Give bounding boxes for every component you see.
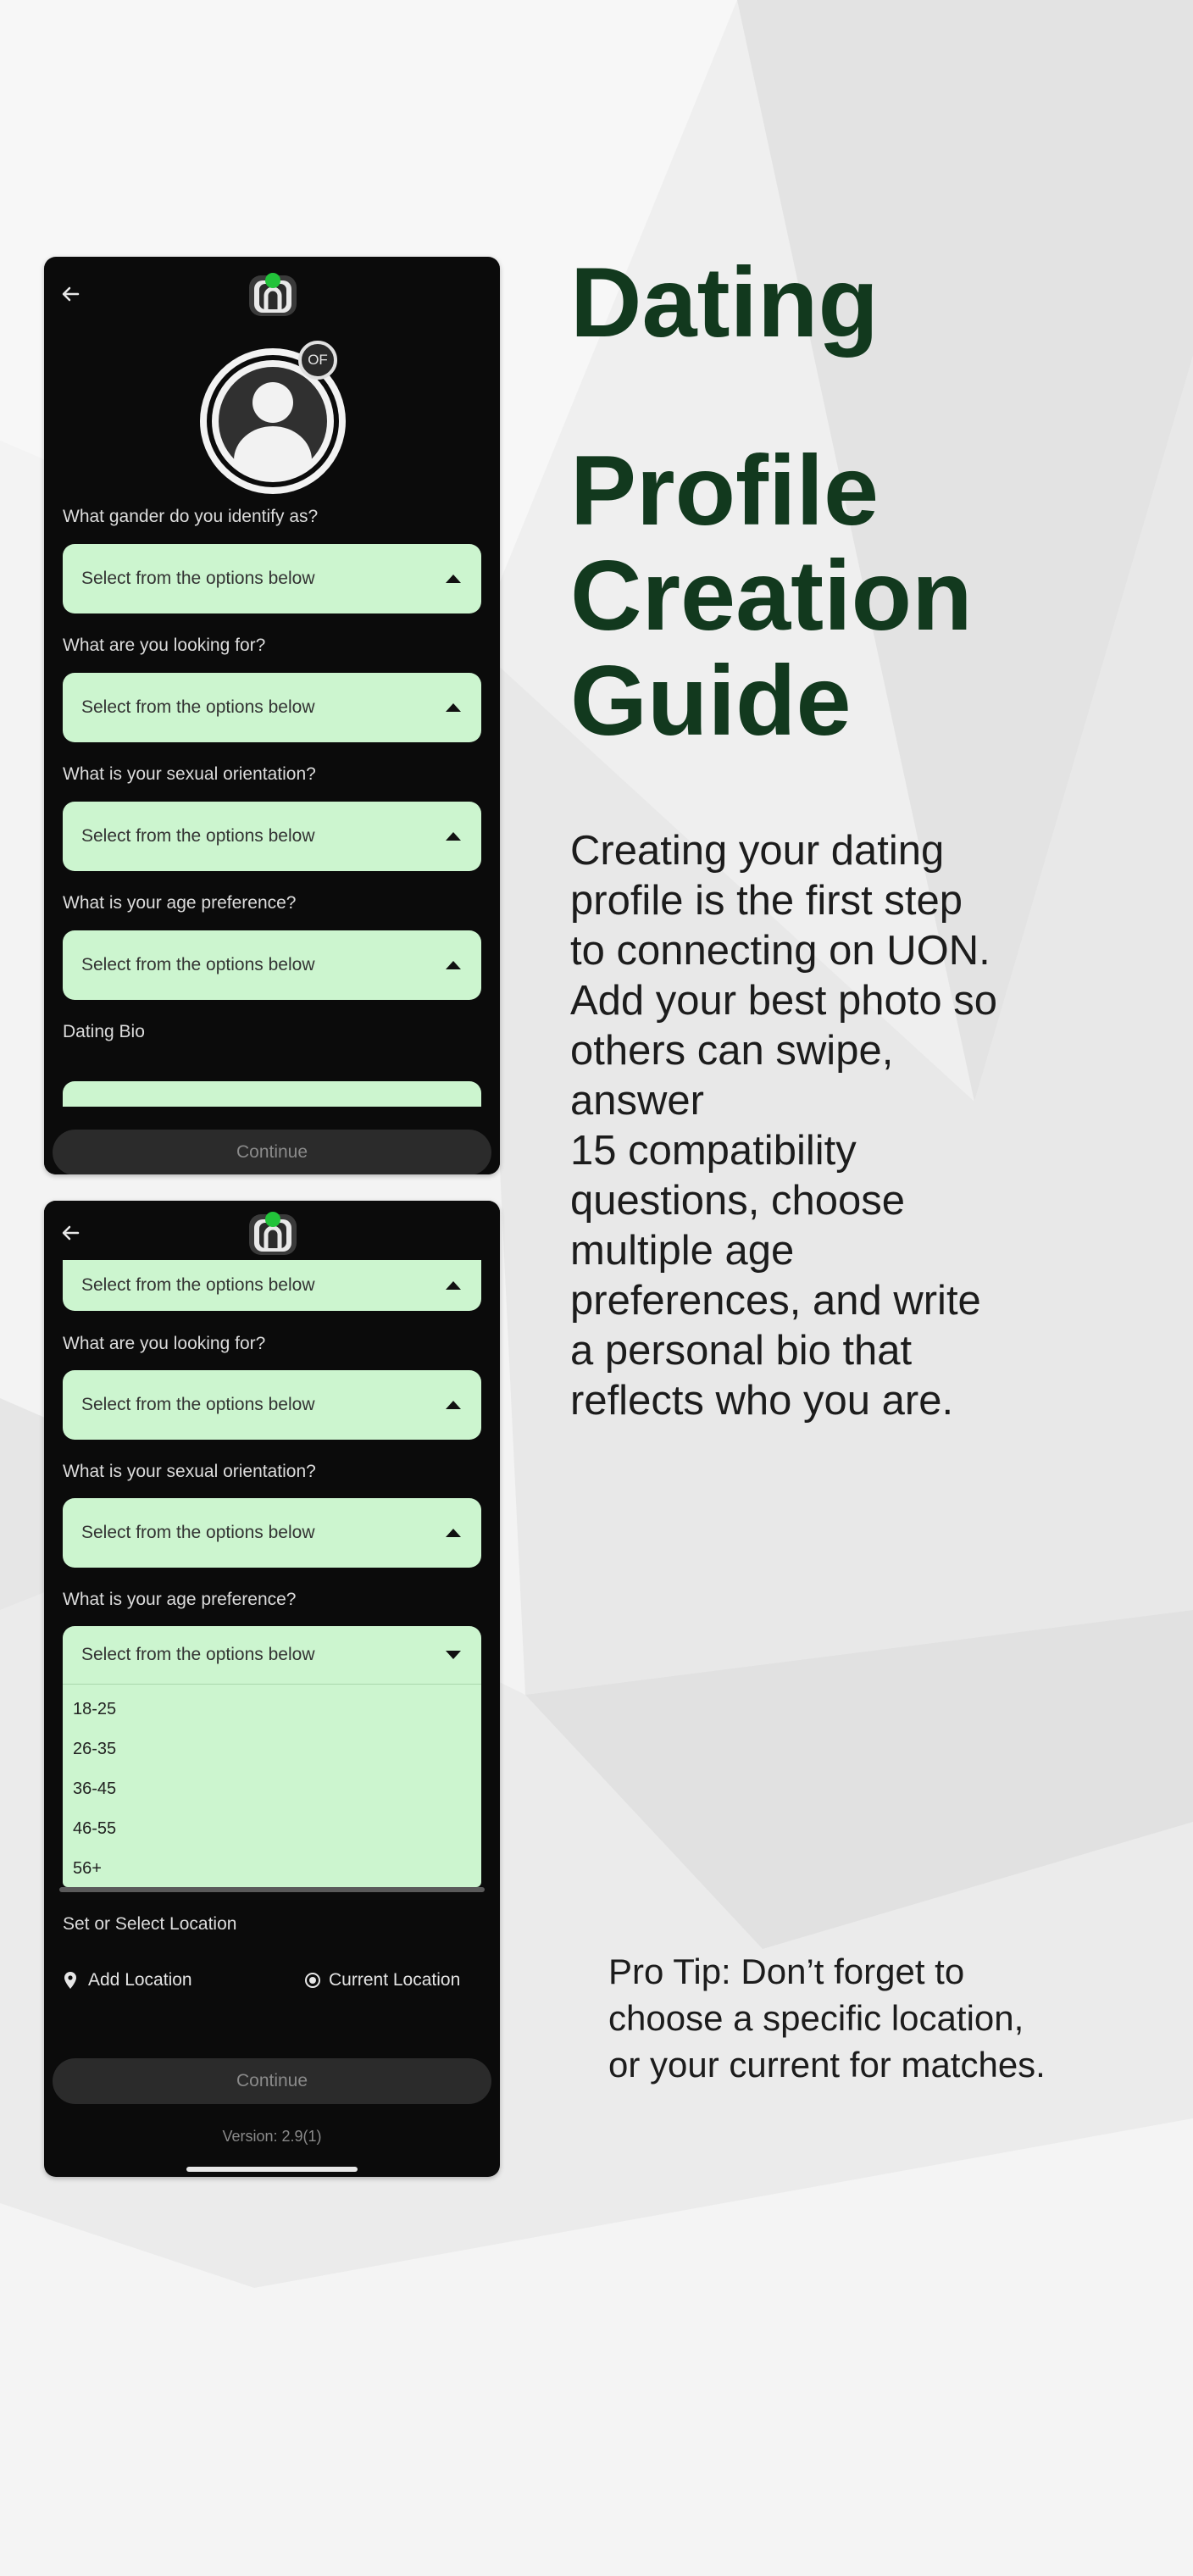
description-line: Add your best photo so — [570, 978, 997, 1024]
pro-tip-text — [608, 1948, 1151, 2088]
add-location-option[interactable] — [63, 1970, 192, 1990]
age-options-list — [63, 1684, 481, 1887]
radio-selected-icon — [305, 1973, 320, 1988]
looking-for-select-text: Select from the options below — [81, 697, 315, 717]
description-line: 15 compatibility — [570, 1128, 857, 1174]
age-preference-select[interactable] — [63, 930, 481, 1000]
gender-select[interactable] — [63, 1260, 481, 1311]
pro-tip-line: choose a specific location, — [608, 1998, 1024, 2038]
arrow-left-icon[interactable] — [53, 1214, 90, 1252]
caret-down-icon — [446, 1651, 461, 1659]
age-preference-select-text: Select from the options below — [81, 1645, 315, 1664]
add-location-label: Add Location — [88, 1970, 192, 1990]
age-option[interactable]: 36-45 — [73, 1779, 117, 1798]
home-indicator — [186, 2167, 358, 2172]
description-line: multiple age — [570, 1228, 795, 1274]
description-line: Creating your dating — [570, 828, 945, 874]
age-option[interactable]: 26-35 — [73, 1740, 117, 1758]
orientation-select-text: Select from the options below — [81, 826, 315, 846]
title-line: Dating — [570, 247, 879, 358]
app-logo-icon — [246, 1208, 300, 1258]
arrow-left-icon[interactable] — [53, 275, 90, 313]
description-line: questions, choose — [570, 1178, 905, 1224]
caret-up-icon — [446, 1401, 461, 1409]
dating-bio-label: Dating Bio — [63, 1022, 145, 1041]
avatar-badge[interactable]: OF — [298, 341, 337, 380]
age-option[interactable]: 56+ — [73, 1859, 102, 1878]
gender-select-text: Select from the options below — [81, 1275, 315, 1295]
continue-button[interactable]: Continue — [53, 1130, 491, 1174]
continue-button[interactable]: Continue — [53, 2058, 491, 2104]
age-preference-question-label: What is your age preference? — [63, 1590, 297, 1609]
app-logo-icon — [246, 269, 300, 319]
description-line: a personal bio that — [570, 1328, 913, 1374]
current-location-label: Current Location — [329, 1970, 461, 1990]
description-line: reflects who you are. — [570, 1378, 954, 1424]
profile-form-screen — [44, 257, 500, 1174]
gender-select[interactable] — [63, 544, 481, 613]
looking-for-select[interactable] — [63, 673, 481, 742]
age-option[interactable]: 18-25 — [73, 1700, 117, 1718]
caret-up-icon — [446, 575, 461, 583]
looking-for-select[interactable] — [63, 1370, 481, 1440]
caret-up-icon — [446, 1529, 461, 1537]
profile-form-screen-scrolled — [44, 1201, 500, 2177]
age-preference-select-text: Select from the options below — [81, 955, 315, 974]
caret-up-icon — [446, 832, 461, 841]
caret-up-icon — [446, 1281, 461, 1290]
description-line: profile is the first step — [570, 878, 963, 924]
current-location-option[interactable] — [305, 1970, 460, 1990]
age-option[interactable]: 46-55 — [73, 1819, 117, 1838]
looking-for-question-label: What are you looking for? — [63, 1334, 266, 1353]
orientation-question-label: What is your sexual orientation? — [63, 764, 316, 784]
age-preference-select[interactable] — [63, 1626, 481, 1684]
location-label: Set or Select Location — [63, 1914, 237, 1934]
page-title — [570, 247, 973, 756]
looking-for-question-label: What are you looking for? — [63, 636, 266, 655]
gender-question-label: What gander do you identify as? — [63, 507, 319, 526]
description-line: answer — [570, 1078, 704, 1124]
pro-tip-line: Pro Tip: Don’t forget to — [608, 1951, 965, 1991]
looking-for-select-text: Select from the options below — [81, 1395, 315, 1414]
version-text: Version: 2.9(1) — [222, 2128, 322, 2145]
description-line: others can swipe, — [570, 1028, 894, 1074]
orientation-select[interactable] — [63, 1498, 481, 1568]
age-preference-question-label: What is your age preference? — [63, 893, 297, 913]
description-line: preferences, and write — [570, 1278, 981, 1324]
gender-select-text: Select from the options below — [81, 569, 315, 588]
caret-up-icon — [446, 703, 461, 712]
description-text — [570, 826, 1079, 1426]
description-line: to connecting on UON. — [570, 928, 990, 974]
title-line: Guide — [570, 645, 852, 756]
location-pin-icon — [63, 1971, 78, 1990]
dropdown-scrollbar[interactable] — [59, 1887, 485, 1892]
title-line: Creation — [570, 540, 973, 651]
orientation-question-label: What is your sexual orientation? — [63, 1462, 316, 1481]
caret-up-icon — [446, 961, 461, 969]
orientation-select[interactable] — [63, 802, 481, 871]
title-line: Profile — [570, 435, 879, 546]
pro-tip-line: or your current for matches. — [608, 2045, 1046, 2085]
orientation-select-text: Select from the options below — [81, 1523, 315, 1542]
